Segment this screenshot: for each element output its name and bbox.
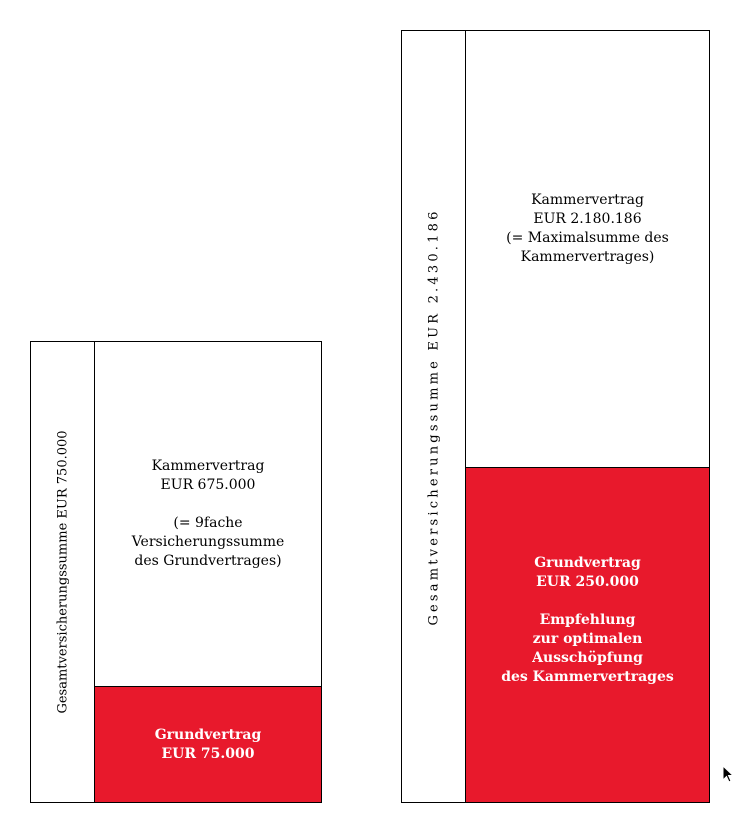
right-grundvertrag-segment [466, 468, 709, 802]
right-total-label: Gesamtversicherungssumme EUR 2.430.186 [426, 207, 441, 626]
left-grund-title: Grundvertrag [154, 726, 262, 743]
right-grund-title: Grundvertrag [534, 554, 641, 571]
left-total-label-column [31, 342, 95, 802]
mouse-pointer-icon [722, 765, 734, 787]
right-grund-amount: EUR 250.000 [536, 573, 639, 590]
left-grundvertrag-segment [95, 687, 321, 802]
right-total-block [401, 30, 710, 803]
right-kammer-note-2: Kammervertrages) [520, 249, 655, 265]
right-kammer-title: Kammervertrag [531, 192, 644, 208]
right-grund-note-4: des Kammervertrages [501, 668, 674, 685]
left-kammer-note-3: des Grundvertrages) [134, 553, 282, 569]
right-grund-note-2: zur optimalen [532, 630, 643, 647]
left-grund-amount: EUR 75.000 [161, 745, 255, 762]
right-kammervertrag-segment [466, 31, 709, 468]
left-kammer-title: Kammervertrag [151, 458, 265, 474]
right-kammer-amount: EUR 2.180.186 [533, 211, 642, 227]
right-grund-note-1: Empfehlung [539, 611, 636, 628]
left-total-block [30, 341, 322, 803]
right-grund-note-3: Ausschöpfung [532, 649, 643, 666]
right-total-label-column [402, 31, 466, 802]
left-kammer-note-1: (= 9fache [173, 515, 243, 531]
left-kammervertrag-segment [95, 342, 321, 687]
left-kammer-note-2: Versicherungssumme [131, 534, 285, 550]
right-kammer-note-1: (= Maximalsumme des [506, 230, 669, 246]
left-total-label: Gesamtversicherungssumme EUR 750.000 [55, 430, 70, 714]
left-kammer-amount: EUR 675.000 [160, 477, 256, 493]
